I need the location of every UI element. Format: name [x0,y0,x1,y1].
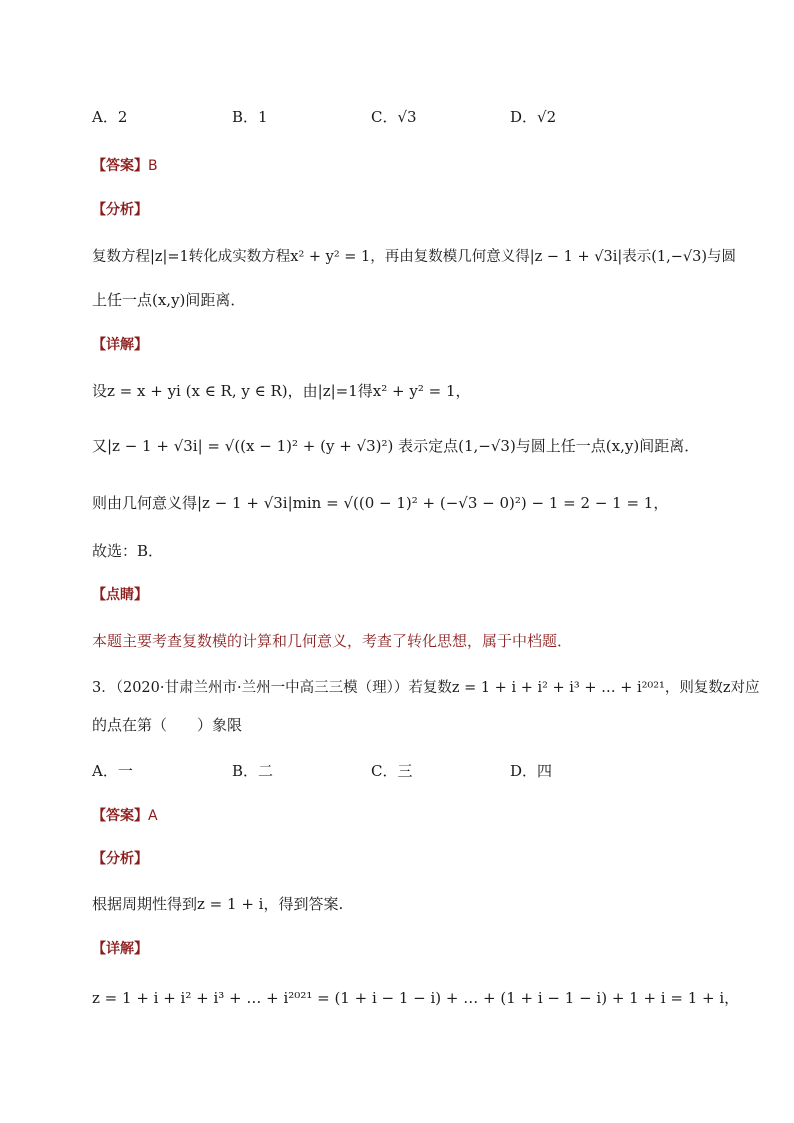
q2-detail-line4: 故选：B． [92,542,164,560]
q2-analysis-line1: 复数方程|z|=1转化成实数方程x² + y² = 1，再由复数模几何意义得|z − 1 + √3i|表示(1,−√3)与圆 [92,249,736,265]
q3-detail-line1: z = 1 + i + i² + i³ + … + i²⁰²¹ = (1 + i − 1 − i) + … + (1 + i − 1 − i) + 1 + i = 1 + i， [92,989,740,1007]
q2-option-d: D．√2 [510,108,557,126]
q2-answer-row [92,154,158,177]
q3-answer-value: A [148,808,158,824]
q2-analysis-tag: 【分析】 [92,202,148,218]
q3-detail-tag: 【详解】 [92,941,148,957]
q2-answer-value: B [148,158,158,174]
q3-option-b: B．二 [232,762,274,780]
q2-analysis-line2: 上任一点(x,y)间距离． [92,291,246,309]
q3-answer-row [92,804,158,827]
q2-option-c: C．√3 [371,108,417,126]
q3-stem-line2: 的点在第（ ）象限 [92,716,243,734]
q3-answer-tag: 【答案】 [92,808,148,824]
q2-answer-tag: 【答案】 [92,158,148,174]
q2-detail-line3: 则由几何意义得|z − 1 + √3i|min = √((0 − 1)² + (−√3 − 0)²) − 1 = 2 − 1 = 1， [92,494,669,512]
q3-option-c: C．三 [371,762,413,780]
q3-option-a: A．一 [92,762,133,780]
q3-analysis-tag: 【分析】 [92,851,148,867]
q2-option-b: B．1 [232,108,268,126]
q2-comment-tag: 【点睛】 [92,587,148,603]
q3-analysis-text: 根据周期性得到z = 1 + i，得到答案. [92,895,344,913]
q2-detail-tag: 【详解】 [92,337,148,353]
q2-detail-line2: 又|z − 1 + √3i| = √((x − 1)² + (y + √3)²) 表示定点(1,−√3)与圆上任一点(x,y)间距离． [92,437,700,455]
q2-option-a: A．2 [92,108,128,126]
q2-comment-text: 本题主要考查复数模的计算和几何意义，考查了转化思想，属于中档题． [92,632,573,650]
q3-option-d: D．四 [510,762,553,780]
q2-detail-line1: 设z = x + yi (x ∈ R, y ∈ R)，由|z|=1得x² + y² = 1， [92,382,471,400]
q3-stem-line1: 3．（2020·甘肃兰州市·兰州一中高三三模（理））若复数z = 1 + i + i² + i³ + … + i²⁰²¹，则复数z对应 [92,680,760,696]
